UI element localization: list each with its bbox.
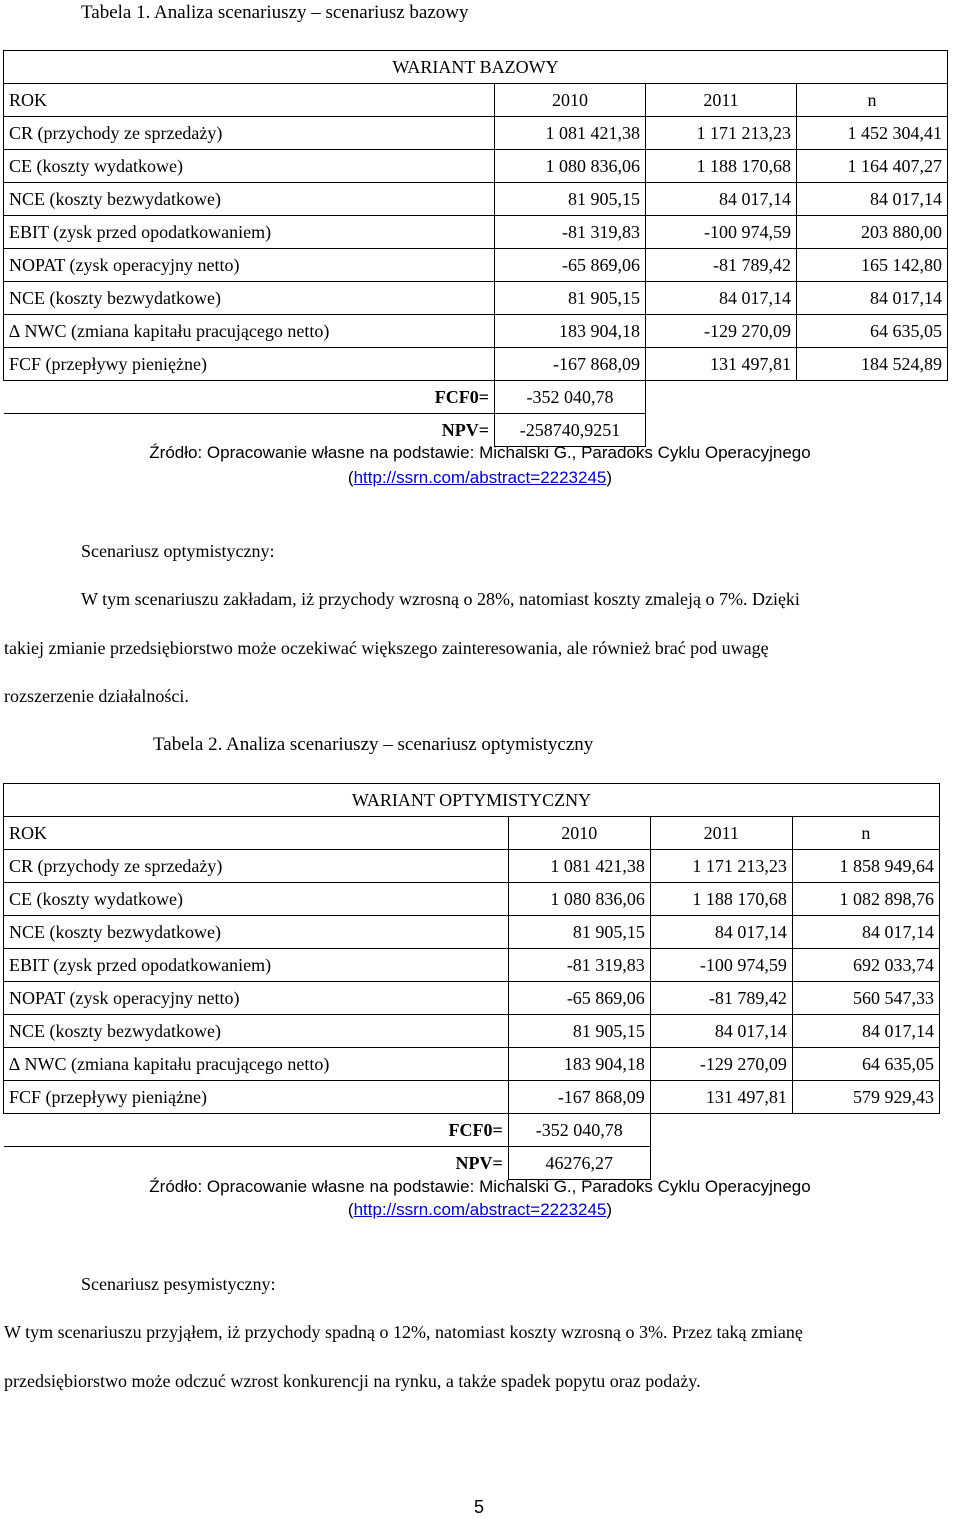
row-value: 84 017,14: [650, 916, 792, 949]
table2-caption: Tabela 2. Analiza scenariuszy – scenariusz optymistyczny: [153, 734, 594, 755]
table1-npv-label: NPV=: [4, 414, 495, 447]
table1-header-label: ROK: [4, 84, 495, 117]
table-row: [4, 183, 948, 216]
row-value: -81 319,83: [495, 216, 646, 249]
row-value: 1 081 421,38: [495, 117, 646, 150]
section-pessimistic-line-1: W tym scenariuszu przyjąłem, iż przychody spadną o 12%, natomiast koszty wzrosną o 3%. Przez taką zmianę: [4, 1322, 803, 1342]
row-value: 1 171 213,23: [646, 117, 797, 150]
row-value: 1 080 836,06: [508, 883, 650, 916]
row-value: -100 974,59: [650, 949, 792, 982]
table-row: [4, 117, 948, 150]
page-number: 5: [474, 1497, 485, 1517]
table1-source: Źródło: Opracowanie własne na podstawie: Michalski G., Paradoks Cyklu Operacyjnego: [149, 443, 811, 462]
row-value: 84 017,14: [797, 282, 948, 315]
row-value: 81 905,15: [495, 282, 646, 315]
row-label: ∆ NWC (zmiana kapitału pracującego netto): [4, 315, 495, 348]
row-label: CE (koszty wydatkowe): [4, 883, 509, 916]
table2-source-close: ): [606, 1200, 613, 1219]
row-value: 165 142,80: [797, 249, 948, 282]
row-value: 81 905,15: [508, 1015, 650, 1048]
row-value: 183 904,18: [495, 315, 646, 348]
row-value: 64 635,05: [797, 315, 948, 348]
row-value: -167 868,09: [495, 348, 646, 381]
row-label: FCF (przepływy pieniężne): [4, 348, 495, 381]
table1-fcf0-label: FCF0=: [4, 381, 495, 414]
table2-variant: WARIANT OPTYMISTYCZNY: [4, 784, 940, 817]
row-value: -81 789,42: [646, 249, 797, 282]
table1-header-2010: 2010: [495, 84, 646, 117]
table-row: [4, 850, 940, 883]
table1-npv-value: -258740,9251: [495, 414, 646, 447]
table1-source-link-line: [0, 468, 960, 488]
table2-header-label: ROK: [4, 817, 509, 850]
row-value: 64 635,05: [792, 1048, 939, 1081]
row-value: 1 081 421,38: [508, 850, 650, 883]
row-value: 1 164 407,27: [797, 150, 948, 183]
row-label: CE (koszty wydatkowe): [4, 150, 495, 183]
table-row: [4, 1015, 940, 1048]
row-label: EBIT (zysk przed opodatkowaniem): [4, 216, 495, 249]
row-value: 84 017,14: [792, 916, 939, 949]
section-pessimistic-line-2: przedsiębiorstwo może odczuć wzrost konkurencji na rynku, a także spadek popytu oraz podaży.: [4, 1371, 701, 1391]
table1-fcf0-value: -352 040,78: [495, 381, 646, 414]
row-value: 183 904,18: [508, 1048, 650, 1081]
row-label: EBIT (zysk przed opodatkowaniem): [4, 949, 509, 982]
row-value: 1 188 170,68: [650, 883, 792, 916]
row-value: 84 017,14: [792, 1015, 939, 1048]
row-value: 131 497,81: [650, 1081, 792, 1114]
section-optimistic-line-3: rozszerzenie działalności.: [4, 686, 189, 706]
row-label: ∆ NWC (zmiana kapitału pracującego netto): [4, 1048, 509, 1081]
table2-header-2011: 2011: [650, 817, 792, 850]
row-value: -81 789,42: [650, 982, 792, 1015]
row-label: CR (przychody ze sprzedaży): [4, 117, 495, 150]
row-value: 84 017,14: [650, 1015, 792, 1048]
row-value: 81 905,15: [495, 183, 646, 216]
row-label: CR (przychody ze sprzedaży): [4, 850, 509, 883]
table1: [3, 50, 948, 447]
row-value: 1 080 836,06: [495, 150, 646, 183]
table-row: [4, 1081, 940, 1114]
table2-fcf0-label: FCF0=: [4, 1114, 509, 1147]
table1-source-close: ): [606, 468, 613, 487]
row-value: -100 974,59: [646, 216, 797, 249]
row-label: FCF (przepływy pieniążne): [4, 1081, 509, 1114]
table-row: [4, 883, 940, 916]
row-value: 1 171 213,23: [650, 850, 792, 883]
row-label: NCE (koszty bezwydatkowe): [4, 183, 495, 216]
table2-npv-value: 46276,27: [508, 1147, 650, 1180]
table-row: [4, 949, 940, 982]
row-value: 131 497,81: [646, 348, 797, 381]
table-row: [4, 150, 948, 183]
table2-source-link-line: [0, 1200, 960, 1220]
table-row: [4, 916, 940, 949]
table2-source-link[interactable]: http://ssrn.com/abstract=2223245: [353, 1200, 607, 1219]
table1-header-2011: 2011: [646, 84, 797, 117]
table1-caption: Tabela 1. Analiza scenariuszy – scenariusz bazowy: [81, 2, 469, 23]
table-row: [4, 982, 940, 1015]
table-row: [4, 1048, 940, 1081]
row-value: 1 082 898,76: [792, 883, 939, 916]
table2-source-open: (: [347, 1200, 354, 1219]
row-value: 1 452 304,41: [797, 117, 948, 150]
table-row: [4, 216, 948, 249]
row-value: 692 033,74: [792, 949, 939, 982]
table-row: [4, 315, 948, 348]
row-value: 184 524,89: [797, 348, 948, 381]
row-label: NCE (koszty bezwydatkowe): [4, 1015, 509, 1048]
table2-fcf0-value: -352 040,78: [508, 1114, 650, 1147]
table1-header-n: n: [797, 84, 948, 117]
section-optimistic-line-1: W tym scenariuszu zakładam, iż przychody wzrosną o 28%, natomiast koszty zmaleją o 7%. Dzięki: [81, 589, 800, 609]
row-value: -65 869,06: [508, 982, 650, 1015]
row-label: NOPAT (zysk operacyjny netto): [4, 982, 509, 1015]
row-value: 84 017,14: [646, 183, 797, 216]
table2-header-2010: 2010: [508, 817, 650, 850]
row-value: -65 869,06: [495, 249, 646, 282]
row-value: 84 017,14: [646, 282, 797, 315]
row-value: 579 929,43: [792, 1081, 939, 1114]
table-row: [4, 249, 948, 282]
row-value: -129 270,09: [650, 1048, 792, 1081]
table-row: [4, 348, 948, 381]
row-label: NOPAT (zysk operacyjny netto): [4, 249, 495, 282]
row-value: 81 905,15: [508, 916, 650, 949]
row-value: 560 547,33: [792, 982, 939, 1015]
row-value: 1 188 170,68: [646, 150, 797, 183]
row-value: -167 868,09: [508, 1081, 650, 1114]
table1-variant: WARIANT BAZOWY: [4, 51, 948, 84]
table2-source: Źródło: Opracowanie własne na podstawie: Michalski G., Paradoks Cyklu Operacyjnego: [149, 1177, 811, 1196]
table2-npv-label: NPV=: [4, 1147, 509, 1180]
table1-source-open: (: [347, 468, 354, 487]
section-pessimistic-title: Scenariusz pesymistyczny:: [81, 1274, 276, 1294]
row-value: -81 319,83: [508, 949, 650, 982]
row-label: NCE (koszty bezwydatkowe): [4, 916, 509, 949]
section-optimistic-line-2: takiej zmianie przedsiębiorstwo może oczekiwać większego zainteresowania, ale również brać pod uwagę: [4, 638, 769, 658]
section-optimistic-title: Scenariusz optymistyczny:: [81, 541, 275, 561]
row-label: NCE (koszty bezwydatkowe): [4, 282, 495, 315]
table2: [3, 783, 940, 1180]
row-value: 84 017,14: [797, 183, 948, 216]
row-value: 1 858 949,64: [792, 850, 939, 883]
row-value: -129 270,09: [646, 315, 797, 348]
table2-header-n: n: [792, 817, 939, 850]
table1-source-link[interactable]: http://ssrn.com/abstract=2223245: [353, 468, 607, 487]
row-value: 203 880,00: [797, 216, 948, 249]
table-row: [4, 282, 948, 315]
